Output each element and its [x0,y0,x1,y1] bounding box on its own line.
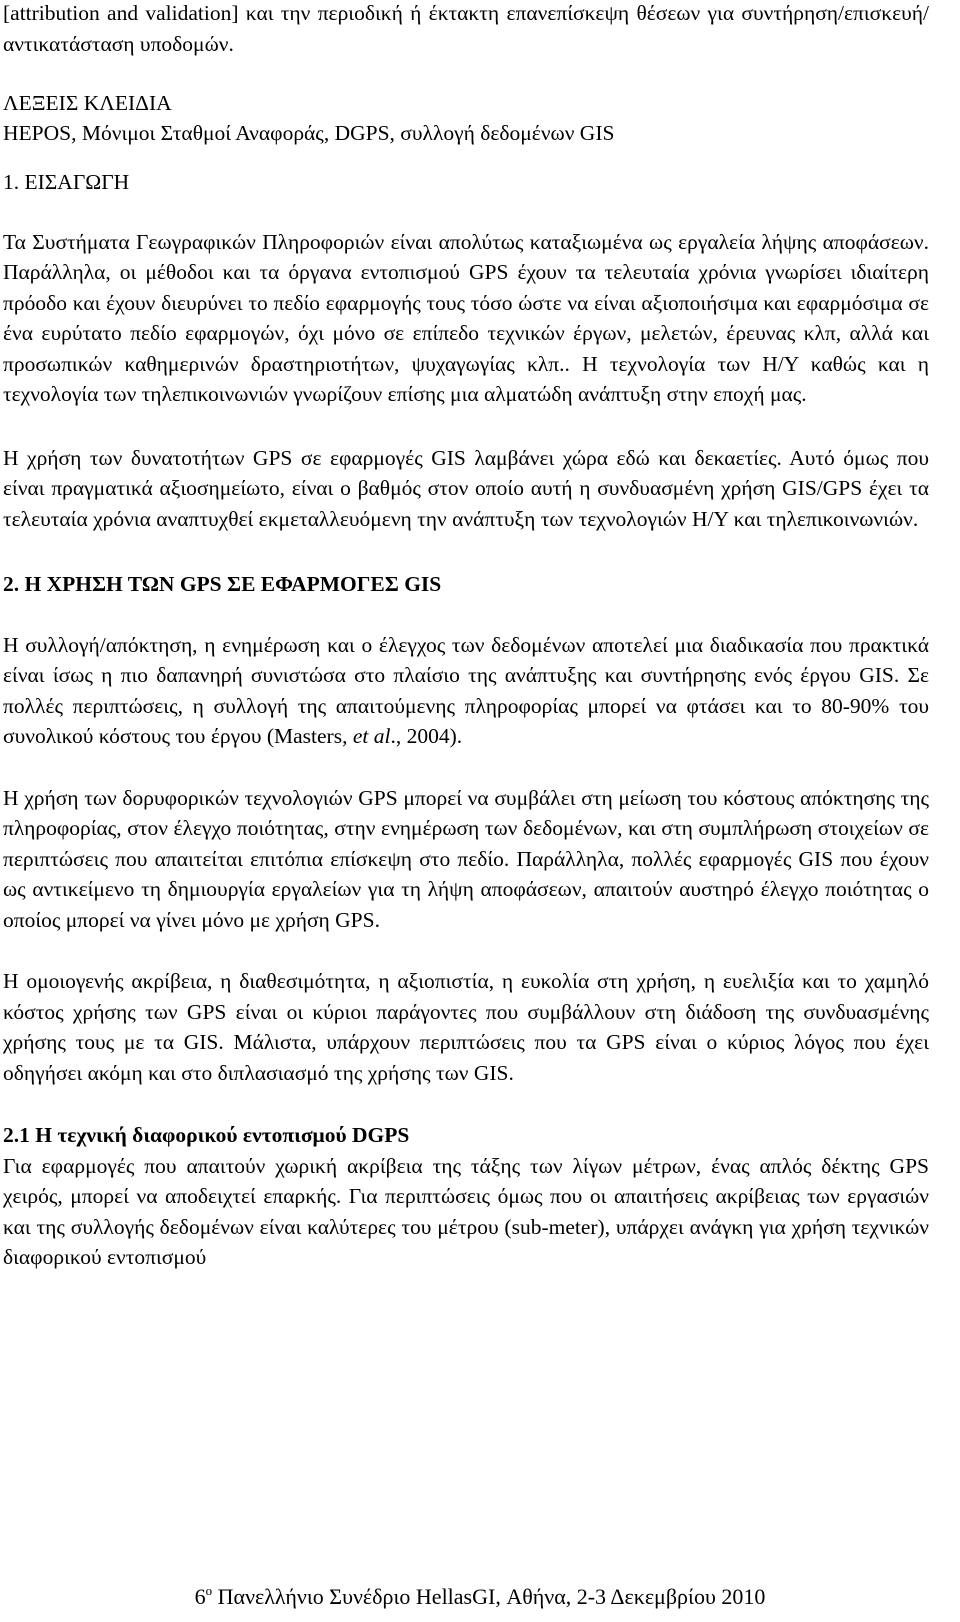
section-2-paragraph-2: Η χρήση των δορυφορικών τεχνολογιών GPS μπορεί να συμβάλει στη μείωση του κόστους απόκτησης της πληροφορίας, στον έλεγχο ποιότητας, στην ενημέρωση των δεδομένων, και στη συμπλήρωση στοιχείων σε περιπτώσεις που απαιτείται επιτόπια επίσκεψη στο πεδίο. Παράλληλα, πολλές εφαρμογές GIS που έχουν ως αντικείμενο τη δημιουργία εργαλείων για τη λήψη αποφάσεων, απαιτούν αυστηρό έλεγχο ποιότητας ο οποίος μπορεί να γίνει μόνο με χρήση GPS. [3,785,929,932]
section-2-1-heading: 2.1 Η τεχνική διαφορικού εντοπισμού DGPS [3,1123,410,1147]
keywords-title: ΛΕΞΕΙΣ ΚΛΕΙΔΙΑ [3,91,172,115]
section-1-paragraph-1: Τα Συστήματα Γεωγραφικών Πληροφοριών είναι απολύτως καταξιωμένα ως εργαλεία λήψης αποφάσεων. Παράλληλα, οι μέθοδοι και τα όργανα εντοπισμού GPS έχουν τα τελευταία χρόνια γνωρίσει ιδιαίτερη πρόοδο και έχουν διευρύνει το πεδίο εφαρμογής τους τόσο ώστε να είναι αξιοποιήσιμα και εφαρμόσιμα σε ένα ευρύτατο πεδίο εφαρμογών, όχι μόνο σε επίπεδο τεχνικών έργων, μελετών, έρευνας κλπ, αλλά και προσωπικών καθημερινών δραστηριοτήτων, ψυχαγωγίας κλπ.. Η τεχνολογία των Η/Υ καθώς και η τεχνολογία των τηλεπικοινωνιών γνωρίζουν επίσης μια αλματώδη ανάπτυξη στην εποχή μας. [3,229,929,406]
intro-tail-paragraph: [attribution and validation] και την περιοδική ή έκτακτη επανεπίσκεψη θέσεων για συντήρηση/επισκευή/αντικατάσταση υποδομών. [3,1,929,56]
footer-text: Πανελλήνιο Συνέδριο HellasGI, Αθήνα, 2-3 Δεκεμβρίου 2010 [212,1584,766,1609]
footer-superscript: ο [205,1583,213,1598]
keywords-text: HEPOS, Μόνιμοι Σταθμοί Αναφοράς, DGPS, συλλογή δεδομένων GIS [3,121,615,145]
section-2-paragraph-1-tail: ., 2004). [390,724,463,748]
section-1-heading: 1. ΕΙΣΑΓΩΓΗ [3,170,130,194]
section-2-paragraph-3: Η ομοιογενής ακρίβεια, η διαθεσιμότητα, η αξιοπιστία, η ευκολία στη χρήση, η ευελιξία και το χαμηλό κόστος χρήσης των GPS είναι οι κύριοι παράγοντες που συμβάλλουν στη διάδοση της συνδυασμένης χρήσης τους με τα GIS. Μάλιστα, υπάρχουν περιπτώσεις που τα GPS είναι ο κύριος λόγος που έχει οδηγήσει ακόμη και στο διπλασιασμό της χρήσης των GIS. [3,969,929,1085]
section-2-paragraph-1-text: Η συλλογή/απόκτηση, η ενημέρωση και ο έλεγχος των δεδομένων αποτελεί μια διαδικασία που πρακτικά είναι ίσως η πιο δαπανηρή συνιστώσα στο πλαίσιο της ανάπτυξης και συντήρησης ενός έργου GIS. Σε πολλές περιπτώσεις, η συλλογή της απαιτούμενης πληροφορίας μπορεί να φτάσει και το 80-90% του συνολικού κόστους του έργου (Masters, [3,632,929,748]
et-al-citation: et al [352,724,391,748]
section-2-heading: 2. Η ΧΡΗΣΗ ΤΩΝ GPS ΣΕ ΕΦΑΡΜΟΓΕΣ GIS [3,572,442,596]
page-footer [0,1582,960,1612]
section-2-paragraph-1 [3,630,929,752]
section-2-1-paragraph: Για εφαρμογές που απαιτούν χωρική ακρίβεια της τάξης των λίγων μέτρων, ένας απλός δέκτης GPS χειρός, μπορεί να αποδειχτεί επαρκής. Για περιπτώσεις όμως που οι απαιτήσεις ακρίβειας των εργασιών και της συλλογής δεδομένων είναι καλύτερες του μέτρου (sub-meter), υπάρχει ανάγκη για χρήση τεχνικών διαφορικού εντοπισμού [3,1153,929,1269]
section-1-paragraph-2: Η χρήση των δυνατοτήτων GPS σε εφαρμογές GIS λαμβάνει χώρα εδώ και δεκαετίες. Αυτό όμως που είναι πραγματικά αξιοσημείωτο, είναι ο βαθμός στον οποίο αυτή η συνδυασμένη χρήση GIS/GPS έχει τα τελευταία χρόνια αναπτυχθεί εκμεταλλευόμενη την ανάπτυξη των τεχνολογιών Η/Υ και τηλεπικοινωνιών. [3,445,929,531]
footer-number: 6 [194,1584,206,1609]
document-page [3,0,929,1273]
keywords-block [3,88,929,149]
